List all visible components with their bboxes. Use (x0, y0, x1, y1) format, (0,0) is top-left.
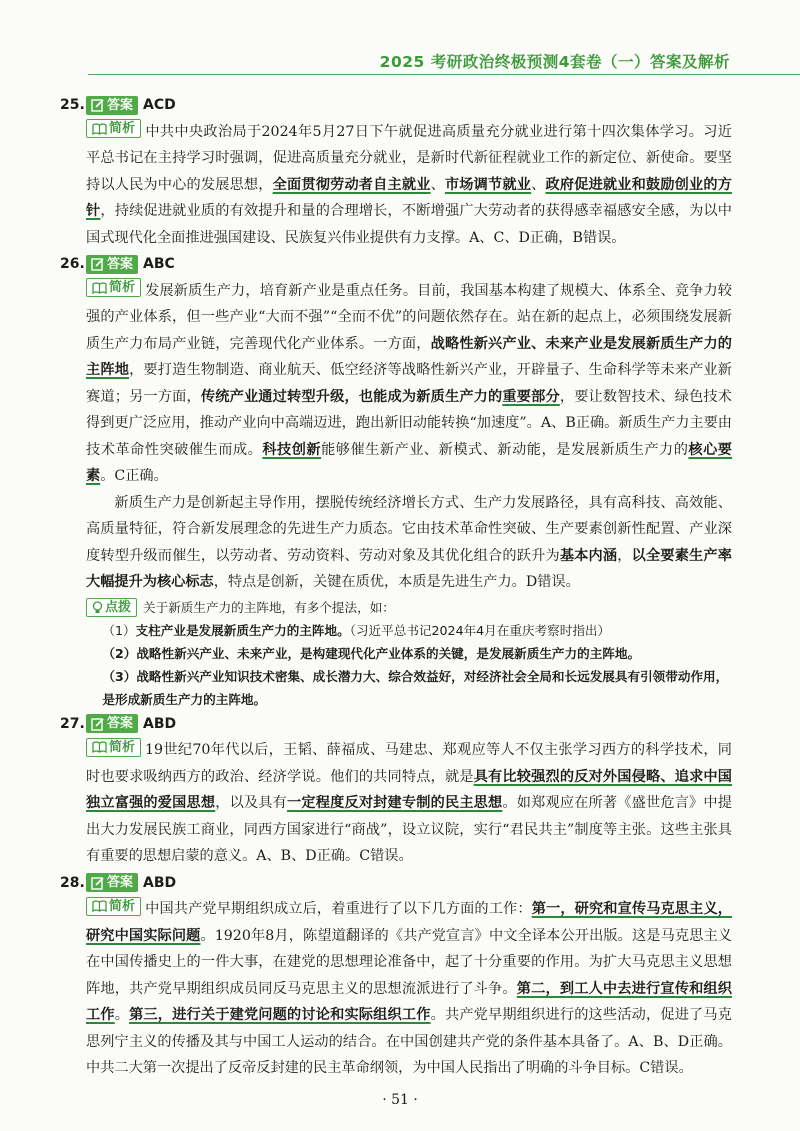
lightbulb-icon (92, 601, 103, 614)
question-number: 26. (60, 256, 85, 272)
header-title: 2025 考研政治终极预测4套卷（一）答案及解析 (379, 53, 730, 71)
tip-tag-label: 点拨 (105, 599, 132, 615)
analysis-tag-label: 简析 (109, 121, 136, 136)
answer-tag (86, 255, 138, 274)
page-number: · 51 · (382, 1092, 418, 1108)
tip-tag (86, 598, 137, 617)
pencil-icon (91, 717, 105, 731)
analysis-tag-label: 简析 (109, 898, 136, 914)
answer-tag-label: 答案 (107, 97, 134, 113)
tip-box (86, 596, 732, 711)
header-rule (88, 74, 800, 75)
book-icon (92, 900, 107, 912)
answer-tag-label: 答案 (107, 256, 134, 272)
answer-tag-label: 答案 (107, 875, 134, 891)
book-icon (92, 741, 107, 753)
question-number: 25. (60, 97, 85, 113)
tip-intro: 点拨 关于新质生产力的主阵地，有多个提法，如： (86, 596, 732, 619)
analysis-tag (86, 738, 141, 757)
tip-item-2: （2）战略性新兴产业、未来产业，是构建现代化产业体系的关键，是发展新质生产力的主阵地。 (102, 645, 641, 661)
answer-content (60, 92, 732, 1082)
analysis-paragraph: 简析 中国共产党早期组织成立后，着重进行了以下几方面的工作：第一，研究和宣传马克思主义，研究中国实际问题。1920年8月，陈望道翻译的《共产党宣言》中文全译本公开出版。这是马克思主义在中国传播史上的一件大事，在建党的思想理论准备中，起了十分重要的作用。为扩大马克思主义思想阵地，共产党早期组织成员同反马克思主义的思想流派进行了斗争。第二，到工人中去进行宣传和组织工作。第三，进行关于建党问题的讨论和实际组织工作。共产党早期组织进行的这些活动，促进了马克思列宁主义的传播及其与中国工人运动的结合。在中国创建共产党的条件基本具备了。A、B、D正确。中共二大第一次提出了反帝反封建的民主革命纲领，为中国人民指出了明确的斗争目标。C错误。 (86, 898, 732, 1076)
analysis-tag-label: 简析 (109, 280, 136, 295)
analysis-tag (86, 897, 141, 916)
answer-line (60, 92, 732, 119)
question-27 (60, 711, 732, 870)
answer-tag (86, 96, 138, 115)
page-header (0, 0, 800, 80)
question-28 (60, 870, 732, 1082)
question-number: 27. (60, 715, 85, 732)
tip-item-1: （1）支柱产业是发展新质生产力的主阵地。（习近平总书记2024年4月在重庆考察时指出） (102, 622, 611, 638)
analysis-tag (86, 278, 141, 297)
analysis-paragraph: 简析 19世纪70年代以后，王韬、薛福成、马建忠、郑观应等人不仅主张学习西方的科学技术，同时也要求吸纳西方的政治、经济学说。他们的共同特点，就是具有比较强烈的反对外国侵略、追求中国独立富强的爱国思想，以及具有一定程度反对封建专制的民主思想。如郑观应在所著《盛世危言》中提出大力发展民族工商业，同西方国家进行“商战”，设立议院，实行“君民共主”制度等主张。这些主张具有重要的思想启蒙的意义。A、B、D正确。C错误。 (86, 739, 732, 864)
book-icon (92, 282, 107, 294)
analysis-paragraph-2: 新质生产力是创新起主导作用，摆脱传统经济增长方式、生产力发展路径，具有高科技、高效能、高质量特征，符合新发展理念的先进生产力质态。它由技术革命性突破、生产要素创新性配置、产业深度转型升级而催生，以劳动者、劳动资料、劳动对象及其优化组合的跃升为基本内涵，以全要素生产率大幅提升为核心标志，特点是创新，关键在质优，本质是先进生产力。D错误。 (86, 494, 732, 590)
answer-line (60, 711, 732, 738)
pencil-icon (91, 257, 105, 271)
answer-value: ABC (143, 256, 175, 272)
pencil-icon (91, 98, 105, 112)
answer-value: ABD (143, 715, 177, 732)
book-icon (92, 123, 107, 135)
question-25 (60, 92, 732, 251)
analysis-tag (86, 119, 141, 138)
question-26 (60, 251, 732, 711)
answer-tag (86, 714, 138, 733)
answer-tag (86, 873, 138, 892)
answer-line (60, 870, 732, 897)
analysis-paragraph: 简析 中共中央政治局于2024年5月27日下午就促进高质量充分就业进行第十四次集体学习。习近平总书记在主持学习时强调，促进高质量充分就业，是新时代新征程就业工作的新定位、新使命。要坚持以人民为中心的发展思想，全面贯彻劳动者自主就业、市场调节就业、政府促进就业和鼓励创业的方针，持续促进就业质的有效提升和量的合理增长，不断增强广大劳动者的获得感幸福感安全感，为以中国式现代化全面推进强国建设、民族复兴伟业提供有力支撑。A、C、D正确，B错误。 (86, 121, 732, 246)
answer-line (60, 251, 732, 278)
analysis-tag-label: 简析 (109, 739, 136, 755)
tip-item-3: （3）战略性新兴产业知识技术密集、成长潜力大、综合效益好，对经济社会全局和长远发展具有引领带动作用，是形成新质生产力的主阵地。 (102, 668, 729, 707)
question-number: 28. (60, 874, 85, 891)
analysis-paragraph: 简析 发展新质生产力，培育新产业是重点任务。目前，我国基本构建了规模大、体系全、竞争力较强的产业体系，但一些产业“大而不强”“全而不优”的问题依然存在。站在新的起点上，必须围绕发展新质生产力布局产业链，完善现代化产业体系。一方面，战略性新兴产业、未来产业是发展新质生产力的主阵地，要打造生物制造、商业航天、低空经济等战略性新兴产业，开辟量子、生命科学等未来产业新赛道；另一方面，传统产业通过转型升级，也能成为新质生产力的重要部分，要让数智技术、绿色技术得到更广泛应用，推动产业向中高端迈进，跑出新旧动能转换“加速度”。A、B正确。新质生产力主要由技术革命性突破催生而成。科技创新能够催生新产业、新模式、新动能，是发展新质生产力的核心要素。C正确。 (86, 280, 732, 484)
answer-value: ACD (143, 97, 176, 113)
pencil-icon (91, 876, 105, 890)
answer-tag-label: 答案 (107, 716, 134, 732)
answer-value: ABD (143, 874, 177, 891)
